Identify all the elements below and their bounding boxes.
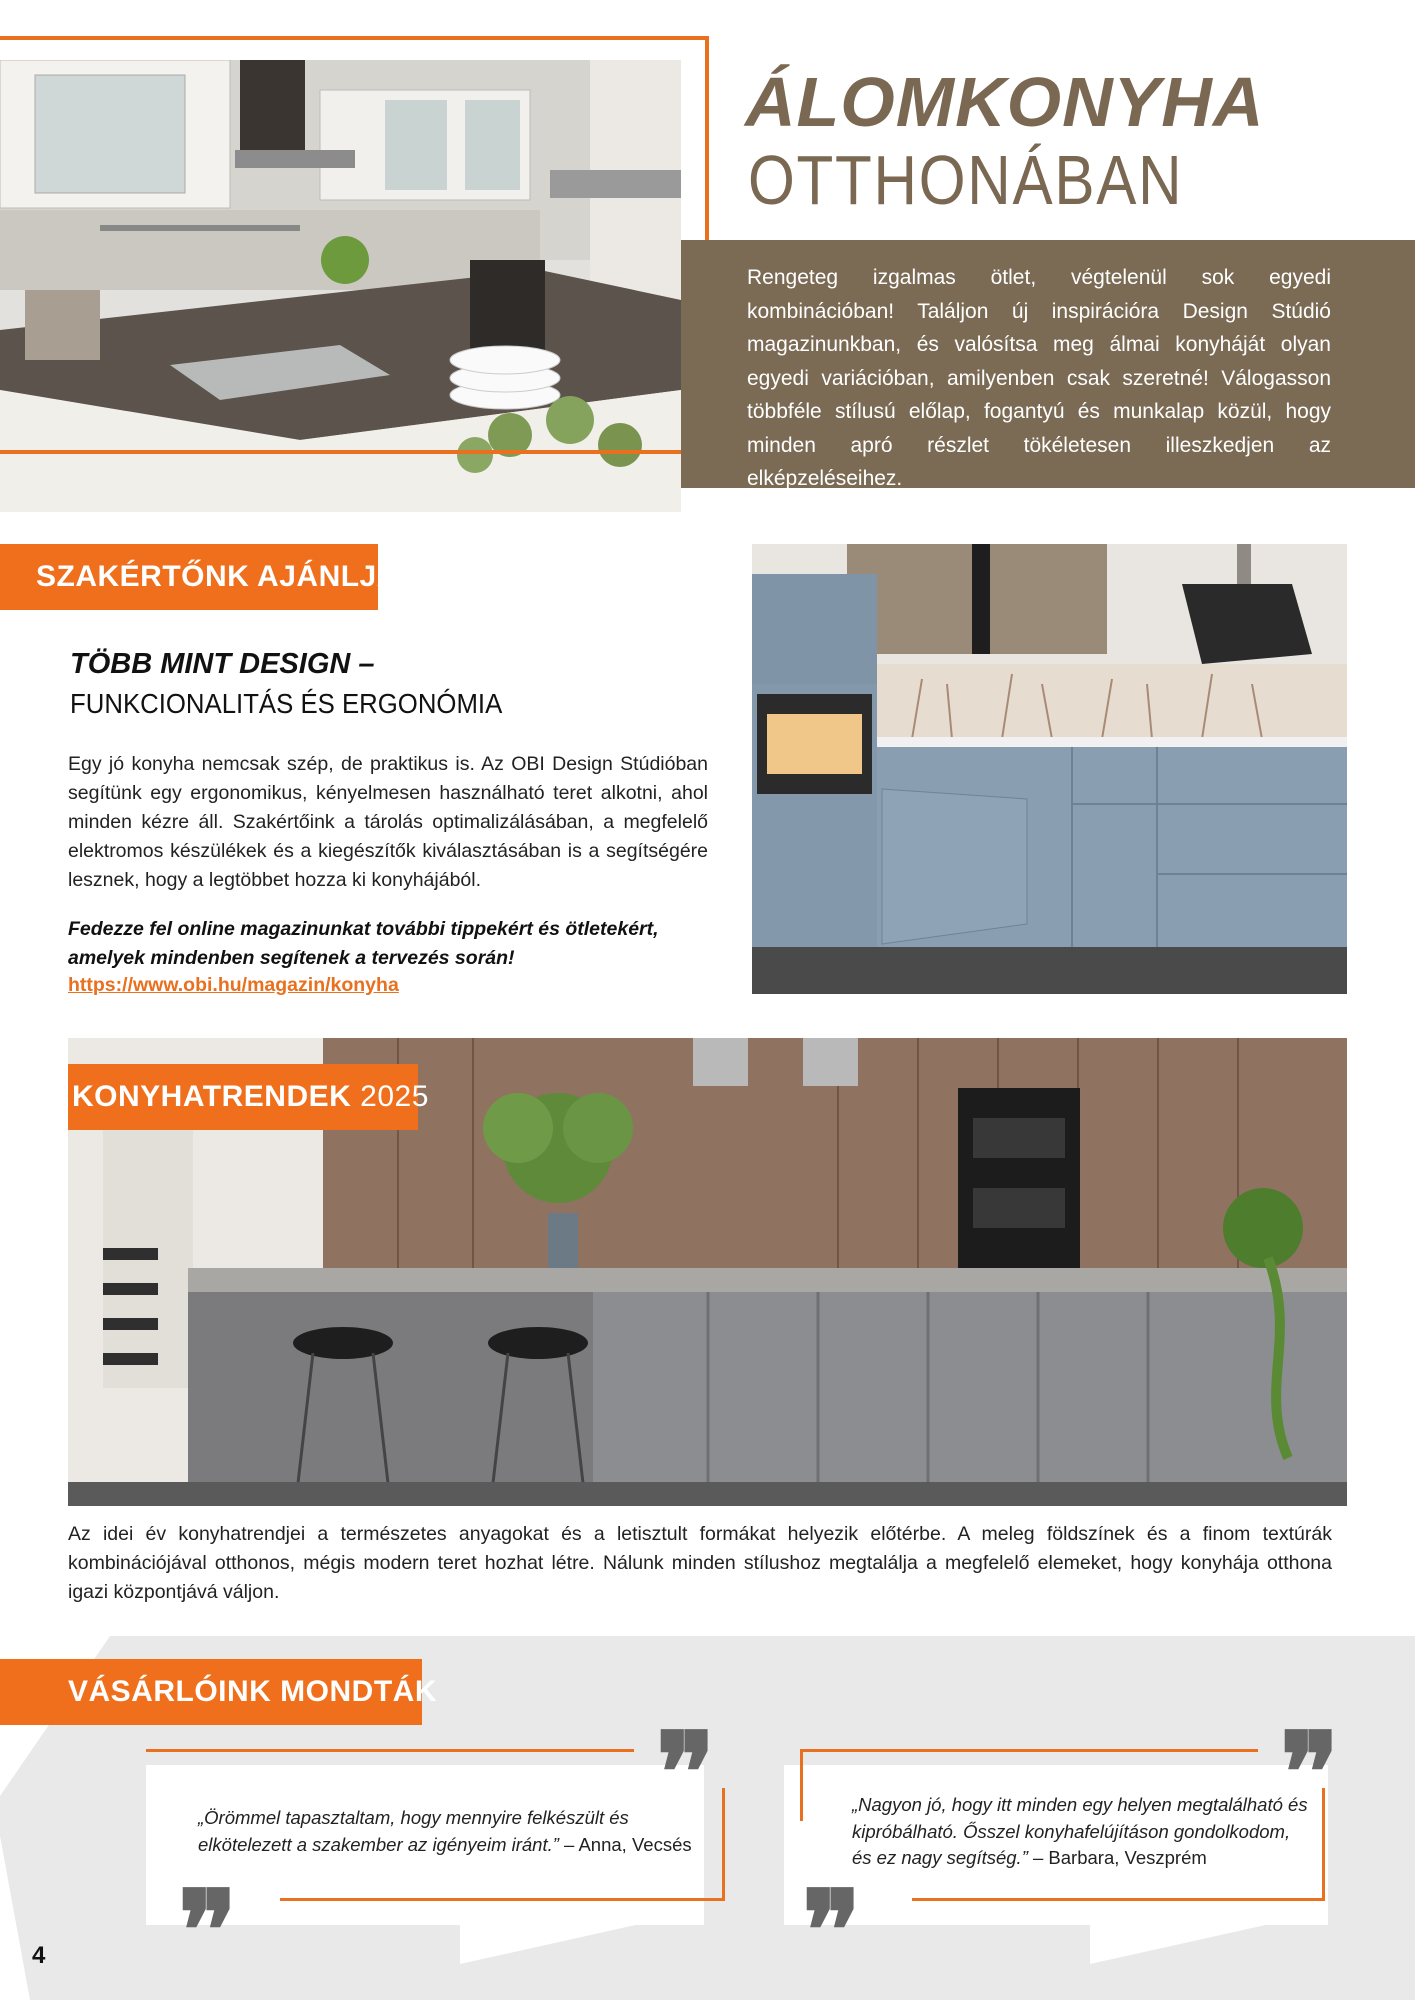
review-card-1-right-line (722, 1788, 725, 1900)
review-card-2-bottom-line (912, 1898, 1325, 1901)
review-1-quote: „Örömmel tapasztaltam, hogy mennyire felkészült és elkötelezett a szakember az igényeim iránt.” (198, 1807, 629, 1855)
review-2-quote: „Nagyon jó, hogy itt minden egy helyen megtalálható és kipróbálható. Ősszel konyhafelújításon gondolkodom, és ez nagy segítség.” (852, 1794, 1308, 1868)
expert-subtitle-light: FUNKCIONALITÁS ÉS ERGONÓMIA (70, 688, 503, 719)
review-card-2-top-line (800, 1749, 1258, 1752)
page-title-light: OTTHONÁBAN (748, 141, 1184, 219)
trends-tab-year: 2025 (360, 1080, 429, 1113)
expert-subtitle-bold: TÖBB MINT DESIGN – (70, 648, 375, 680)
review-card-2-tail (1090, 1924, 1270, 1964)
expert-cta-text: Fedezze fel online magazinunkat további tippekért és ötletekért, amelyek mindenben segítenek a tervezés során! (68, 918, 659, 969)
review-card-2-left-line (800, 1749, 803, 1821)
review-1-author: – Anna, Vecsés (558, 1833, 692, 1855)
page-title-bold: ÁLOMKONYHA (745, 63, 1265, 141)
review-card-1-tail (460, 1924, 640, 1964)
blue-kitchen-photo (752, 544, 1347, 994)
review-card-1-quote-icon-bottom: ❞ (178, 1866, 238, 1995)
expert-body-text: Egy jó konyha nemcsak szép, de praktikus is. Az OBI Design Stúdióban segítünk egy ergonomikus, kényelmesen használható teret alkotni, ahol minden kézre áll. Szakértőink a tárolás optimalizálásában, a megfelelő elektromos készülékek és a kiegészítők kiválasztásában is a segítségére lesznek, hogy a legtöbbet hozza ki konyhájából. (68, 753, 708, 891)
hero-orange-frame (0, 36, 709, 454)
review-card-2-quote-icon-bottom: ❞ (802, 1866, 862, 1995)
intro-text: Rengeteg izgalmas ötlet, végtelenül sok egyedi kombinációban! Találjon új inspirációra Design Stúdió magazinunkban, és valósítsa meg álmai konyháját olyan egyedi variációban, amilyenben csak szeretné! Válogasson többféle stílusú előlap, fogantyú és munkalap közül, hogy minden apró részlet tökéletesen illeszkedjen az elképzeléseihez. (747, 266, 1331, 490)
reviews-section-tab: VÁSÁRLÓINK MONDTÁK (0, 1659, 422, 1725)
magazine-link[interactable]: https://www.obi.hu/magazin/konyha (68, 974, 399, 996)
review-card-1-bottom-line (280, 1898, 725, 1901)
review-2-text (852, 1792, 1312, 1872)
review-card-1-top-line (146, 1749, 634, 1752)
review-1-text (198, 1805, 698, 1858)
trends-section-tab (68, 1064, 429, 1130)
review-card-2-quote-icon-top: ❞ (1280, 1708, 1340, 1837)
trends-body-text: Az idei év konyhatrendjei a természetes anyagokat és a letisztult formákat helyezik előtérbe. A meleg földszínek és a finom textúrák kombinációjával otthonos, mégis modern teret hozhat létre. Nálunk minden stílushoz megtalálja a megfelelő elemeket, hogy konyhája otthona igazi központjává váljon. (68, 1523, 1332, 1603)
trends-tab-bold: KONYHATRENDEK (72, 1080, 352, 1113)
page-number: 4 (32, 1942, 46, 1969)
review-2-author: – Barbara, Veszprém (1027, 1847, 1207, 1868)
review-card-1-quote-icon-top: ❞ (656, 1708, 716, 1837)
expert-section-tab: SZAKÉRTŐNK AJÁNLJA: (0, 544, 378, 610)
